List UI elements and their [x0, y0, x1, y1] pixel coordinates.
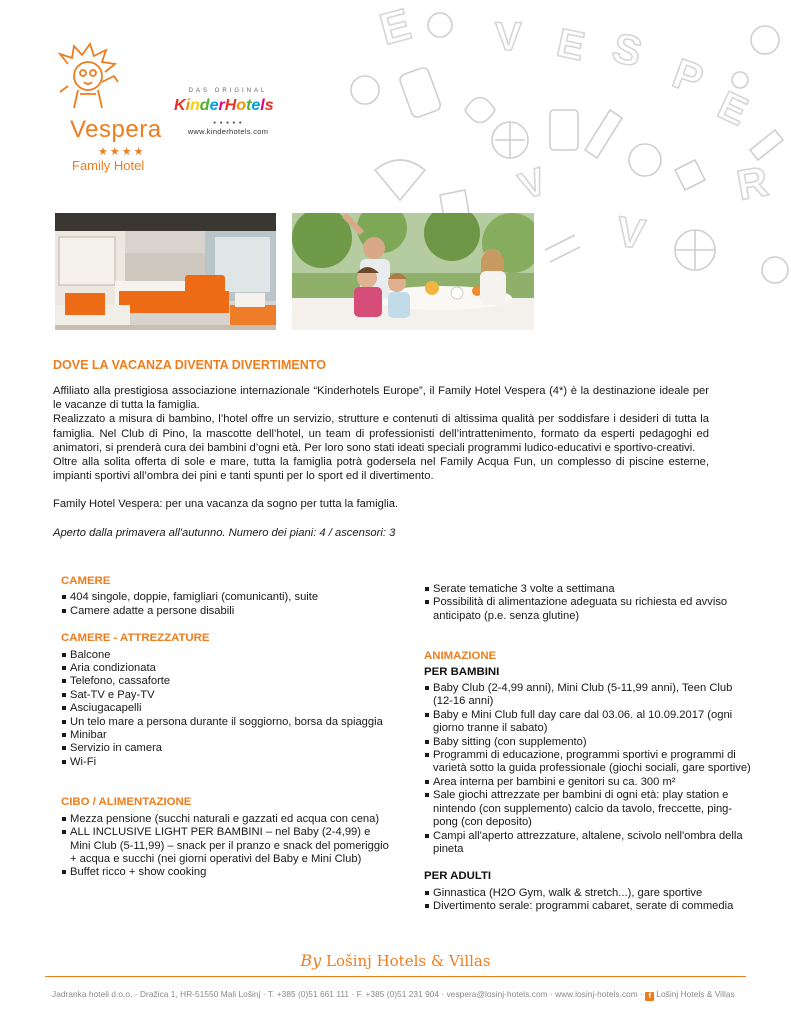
- intro-text: [53, 384, 709, 540]
- svg-text:E: E: [553, 20, 589, 70]
- footer-brand: [0, 951, 791, 970]
- footer-brand-name: Lošinj Hotels & Villas: [326, 952, 491, 970]
- camere-list: [61, 591, 391, 618]
- intro-tagline: Family Hotel Vespera: per una vacanza da sogno per tutta la famiglia.: [53, 498, 399, 511]
- list-item: Mezza pensione (succhi naturali e gazzati ed acqua con cena): [61, 813, 391, 826]
- kinderhotels-logo: [172, 88, 284, 138]
- intro-opening-info: Aperto dalla primavera all'autunno. Numero dei piani: 4 / ascensori: 3: [53, 526, 396, 539]
- left-column: [61, 575, 391, 880]
- bambini-title: PER BAMBINI: [424, 665, 500, 678]
- cibo-list: [61, 813, 391, 880]
- adulti-title: PER ADULTI: [424, 870, 492, 883]
- svg-text:S: S: [607, 23, 647, 76]
- list-item: Asciugacapelli: [61, 702, 391, 715]
- svg-text:E: E: [711, 83, 754, 135]
- svg-text:V: V: [613, 207, 649, 258]
- footer-contact-text: Jadranka hoteli d.o.o. · Dražica 1, HR-51550 Mali Lošinj · T. +385 (0)51 661 111 · F. +385 (0)51 231 904 · vespera@losinj-hotels.com · www.losinj-hotels.com ·: [52, 989, 643, 999]
- svg-text:E: E: [374, 0, 416, 55]
- list-item: Balcone: [61, 649, 391, 662]
- svg-text:V: V: [513, 160, 552, 209]
- photo-hotel-room: [55, 213, 276, 330]
- list-item: 404 singole, doppie, famigliari (comunicanti), suite: [61, 591, 391, 604]
- list-item: Serate tematiche 3 volte a settimana: [424, 583, 754, 596]
- pino-mascot-icon: [54, 42, 124, 112]
- svg-text:R: R: [733, 157, 772, 209]
- svg-text:KinderHotels: KinderHotels: [174, 97, 274, 114]
- list-item: Wi-Fi: [61, 756, 391, 769]
- hotel-brand-subtitle: Family Hotel: [72, 158, 145, 173]
- list-item: Camere adatte a persone disabili: [61, 605, 391, 618]
- intro-paragraph-3: Oltre alla solita offerta di sole e mare, tutta la famiglia potrà godersela nel Family Acqua Fun, un complesso di piscine esterne, impianti sportivi all’ombra dei pini e tanti spunti per lo sport ed il divertimento.: [53, 456, 709, 483]
- svg-text:V: V: [495, 15, 522, 59]
- extra-list: [424, 583, 754, 623]
- list-item: Sat-TV e Pay-TV: [61, 689, 391, 702]
- list-item: Ginnastica (H2O Gym, walk & stretch...), gare sportive: [424, 887, 754, 900]
- camere-title: CAMERE: [61, 575, 111, 587]
- list-item: Programmi di educazione, programmi sportivi e programmi di varietà sotto la guida professionale (giochi sociali, gare sportive): [424, 749, 754, 776]
- list-item: Aria condizionata: [61, 662, 391, 675]
- list-item: Campi all'aperto attrezzature, altalene, scivolo nell'ombra della pineta: [424, 830, 754, 857]
- adulti-list: [424, 887, 754, 914]
- bambini-list: [424, 682, 754, 856]
- footer-brand-by: By: [300, 951, 322, 970]
- list-item: Telefono, cassaforte: [61, 675, 391, 688]
- list-item: Baby sitting (con supplemento): [424, 736, 754, 749]
- list-item: Area interna per bambini e genitori su ca. 300 m²: [424, 776, 754, 789]
- attrezzature-title: CAMERE - ATTREZZATURE: [61, 632, 210, 645]
- hotel-stars: ★★★★: [98, 146, 146, 158]
- right-column: [424, 583, 754, 914]
- attrezzature-list: [61, 649, 391, 770]
- list-item: Divertimento serale: programmi cabaret, serate di commedia: [424, 900, 754, 913]
- list-item: Servizio in camera: [61, 742, 391, 755]
- list-item: ALL INCLUSIVE LIGHT PER BAMBINI – nel Baby (2-4,99) e Mini Club (5-11,99) – snack per il pranzo e snack del pomeriggio + acqua e succhi (nei giorni operativi del Baby e Mini Club): [61, 826, 391, 866]
- list-item: Baby e Mini Club full day care dal 03.06. al 10.09.2017 (ogni giorno tranne il sabato): [424, 709, 754, 736]
- section-heading: DOVE LA VACANZA DIVENTA DIVERTIMENTO: [53, 358, 326, 372]
- hotel-brand-name: Vespera: [70, 116, 162, 143]
- list-item: Buffet ricco + show cooking: [61, 866, 391, 879]
- svg-text:P: P: [666, 49, 710, 104]
- intro-paragraph-2: Realizzato a misura di bambino, l’hotel offre un servizio, strutture e contenuti di altissima qualità per soddisfare i desideri di tutta la famiglia. Nel Club di Pino, la mascotte dell’hotel, un team di professionisti dell’intrattenimento, formato da esperti pedagoghi ed animatori, si prenderà cura dei bambini d’ogni età. Per loro sono stati ideati speciali programmi ludico-educativi e sportivo-creativi.: [53, 413, 709, 454]
- kinderhotels-tagline: DAS ORIGINAL: [188, 88, 268, 94]
- intro-paragraph-1: Affiliato alla prestigiosa associazione internazionale “Kinderhotels Europe”, il Family Hotel Vespera (4*) è la destinazione ideale per le vacanze di tutta la famiglia.: [53, 385, 709, 412]
- list-item: Sale giochi attrezzate per bambini di ogni età: play station e nintendo (con supplemento) calcio da tavolo, freccette, ping-pong (con deposito): [424, 789, 754, 829]
- kinderhotels-wordmark: [172, 94, 284, 114]
- photo-family-breakfast: [292, 213, 534, 330]
- list-item: Minibar: [61, 729, 391, 742]
- kinderhotels-url: www.kinderhotels.com: [187, 127, 269, 136]
- list-item: Un telo mare a persona durante il soggiorno, borsa da spiaggia: [61, 716, 391, 729]
- footer-contact-info: [52, 989, 752, 1001]
- kinderhotels-rating-icon: ● ● ● ● ●: [213, 120, 243, 126]
- list-item: Possibilità di alimentazione adeguata su richiesta ed avviso anticipato (p.e. senza glutine): [424, 596, 754, 623]
- footer-divider: [45, 976, 746, 977]
- cibo-title: CIBO / ALIMENTAZIONE: [61, 796, 192, 809]
- footer-facebook-label[interactable]: Lošinj Hotels & Villas: [656, 989, 735, 999]
- list-item: Baby Club (2-4,99 anni), Mini Club (5-11,99 anni), Teen Club (12-16 anni): [424, 682, 754, 709]
- animazione-title: ANIMAZIONE: [424, 650, 497, 663]
- facebook-icon[interactable]: f: [645, 992, 654, 1001]
- vespera-logo: [48, 42, 162, 173]
